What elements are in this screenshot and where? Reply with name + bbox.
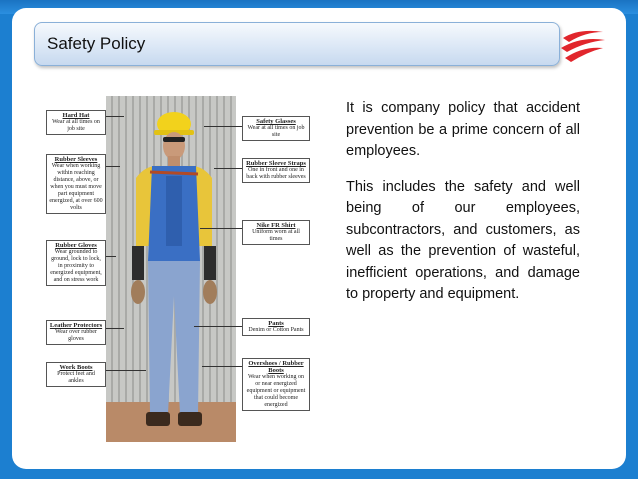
leader-line (106, 256, 116, 257)
leader-line (200, 228, 242, 229)
worker-photo (106, 96, 236, 442)
worker-figure (106, 96, 236, 442)
callout-overshoes: Overshoes / Rubber Boots Wear when working on or near energized equipment or equipment that could become energized (242, 358, 310, 411)
leader-line (204, 126, 242, 127)
leader-line (106, 116, 124, 117)
callout-leather-protectors: Leather Protectors Wear over rubber gloves (46, 320, 106, 345)
callout-rubber-gloves: Rubber Gloves Wear grounded to ground, lock to lock, in proximity to energized equipment, and on stress work (46, 240, 106, 286)
callout-work-boots: Work Boots Protect feet and ankles (46, 362, 106, 387)
policy-paragraph-1: It is company policy that accident prevention be a prime concern of all employees. (346, 100, 580, 159)
callout-pants: Pants Denim or Cotton Pants (242, 318, 310, 336)
slide (12, 8, 626, 469)
policy-paragraph-2: This includes the safety and well being of our employees, subcontractors, and customers, as well as the prevention of wasteful, inefficient operations, and damage to property and equipment. (346, 178, 580, 302)
body-text (346, 98, 580, 320)
slide-title: Safety Policy (47, 34, 146, 53)
callout-hard-hat: Hard Hat Wear at all times on job site (46, 110, 106, 135)
callout-rubber-sleeves: Rubber Sleeves Wear when working within reaching distance, above, or when you must move part equipment energized, at over 600 volts (46, 154, 106, 214)
leader-line (194, 326, 242, 327)
company-logo (559, 26, 607, 66)
leader-line (106, 370, 146, 371)
leader-line (202, 366, 242, 367)
callout-rubber-sleeve-straps: Rubber Sleeve Straps One in front and one in back with rubber sleeves (242, 158, 310, 183)
ppe-diagram (32, 96, 314, 444)
leader-line (106, 328, 124, 329)
title-bar (34, 22, 560, 66)
leader-line (214, 168, 242, 169)
callout-safety-glasses: Safety Glasses Wear at all times on job site (242, 116, 310, 141)
leader-line (106, 166, 120, 167)
callout-fr-shirt: Nike FR Shirt Uniform worn at all times (242, 220, 310, 245)
